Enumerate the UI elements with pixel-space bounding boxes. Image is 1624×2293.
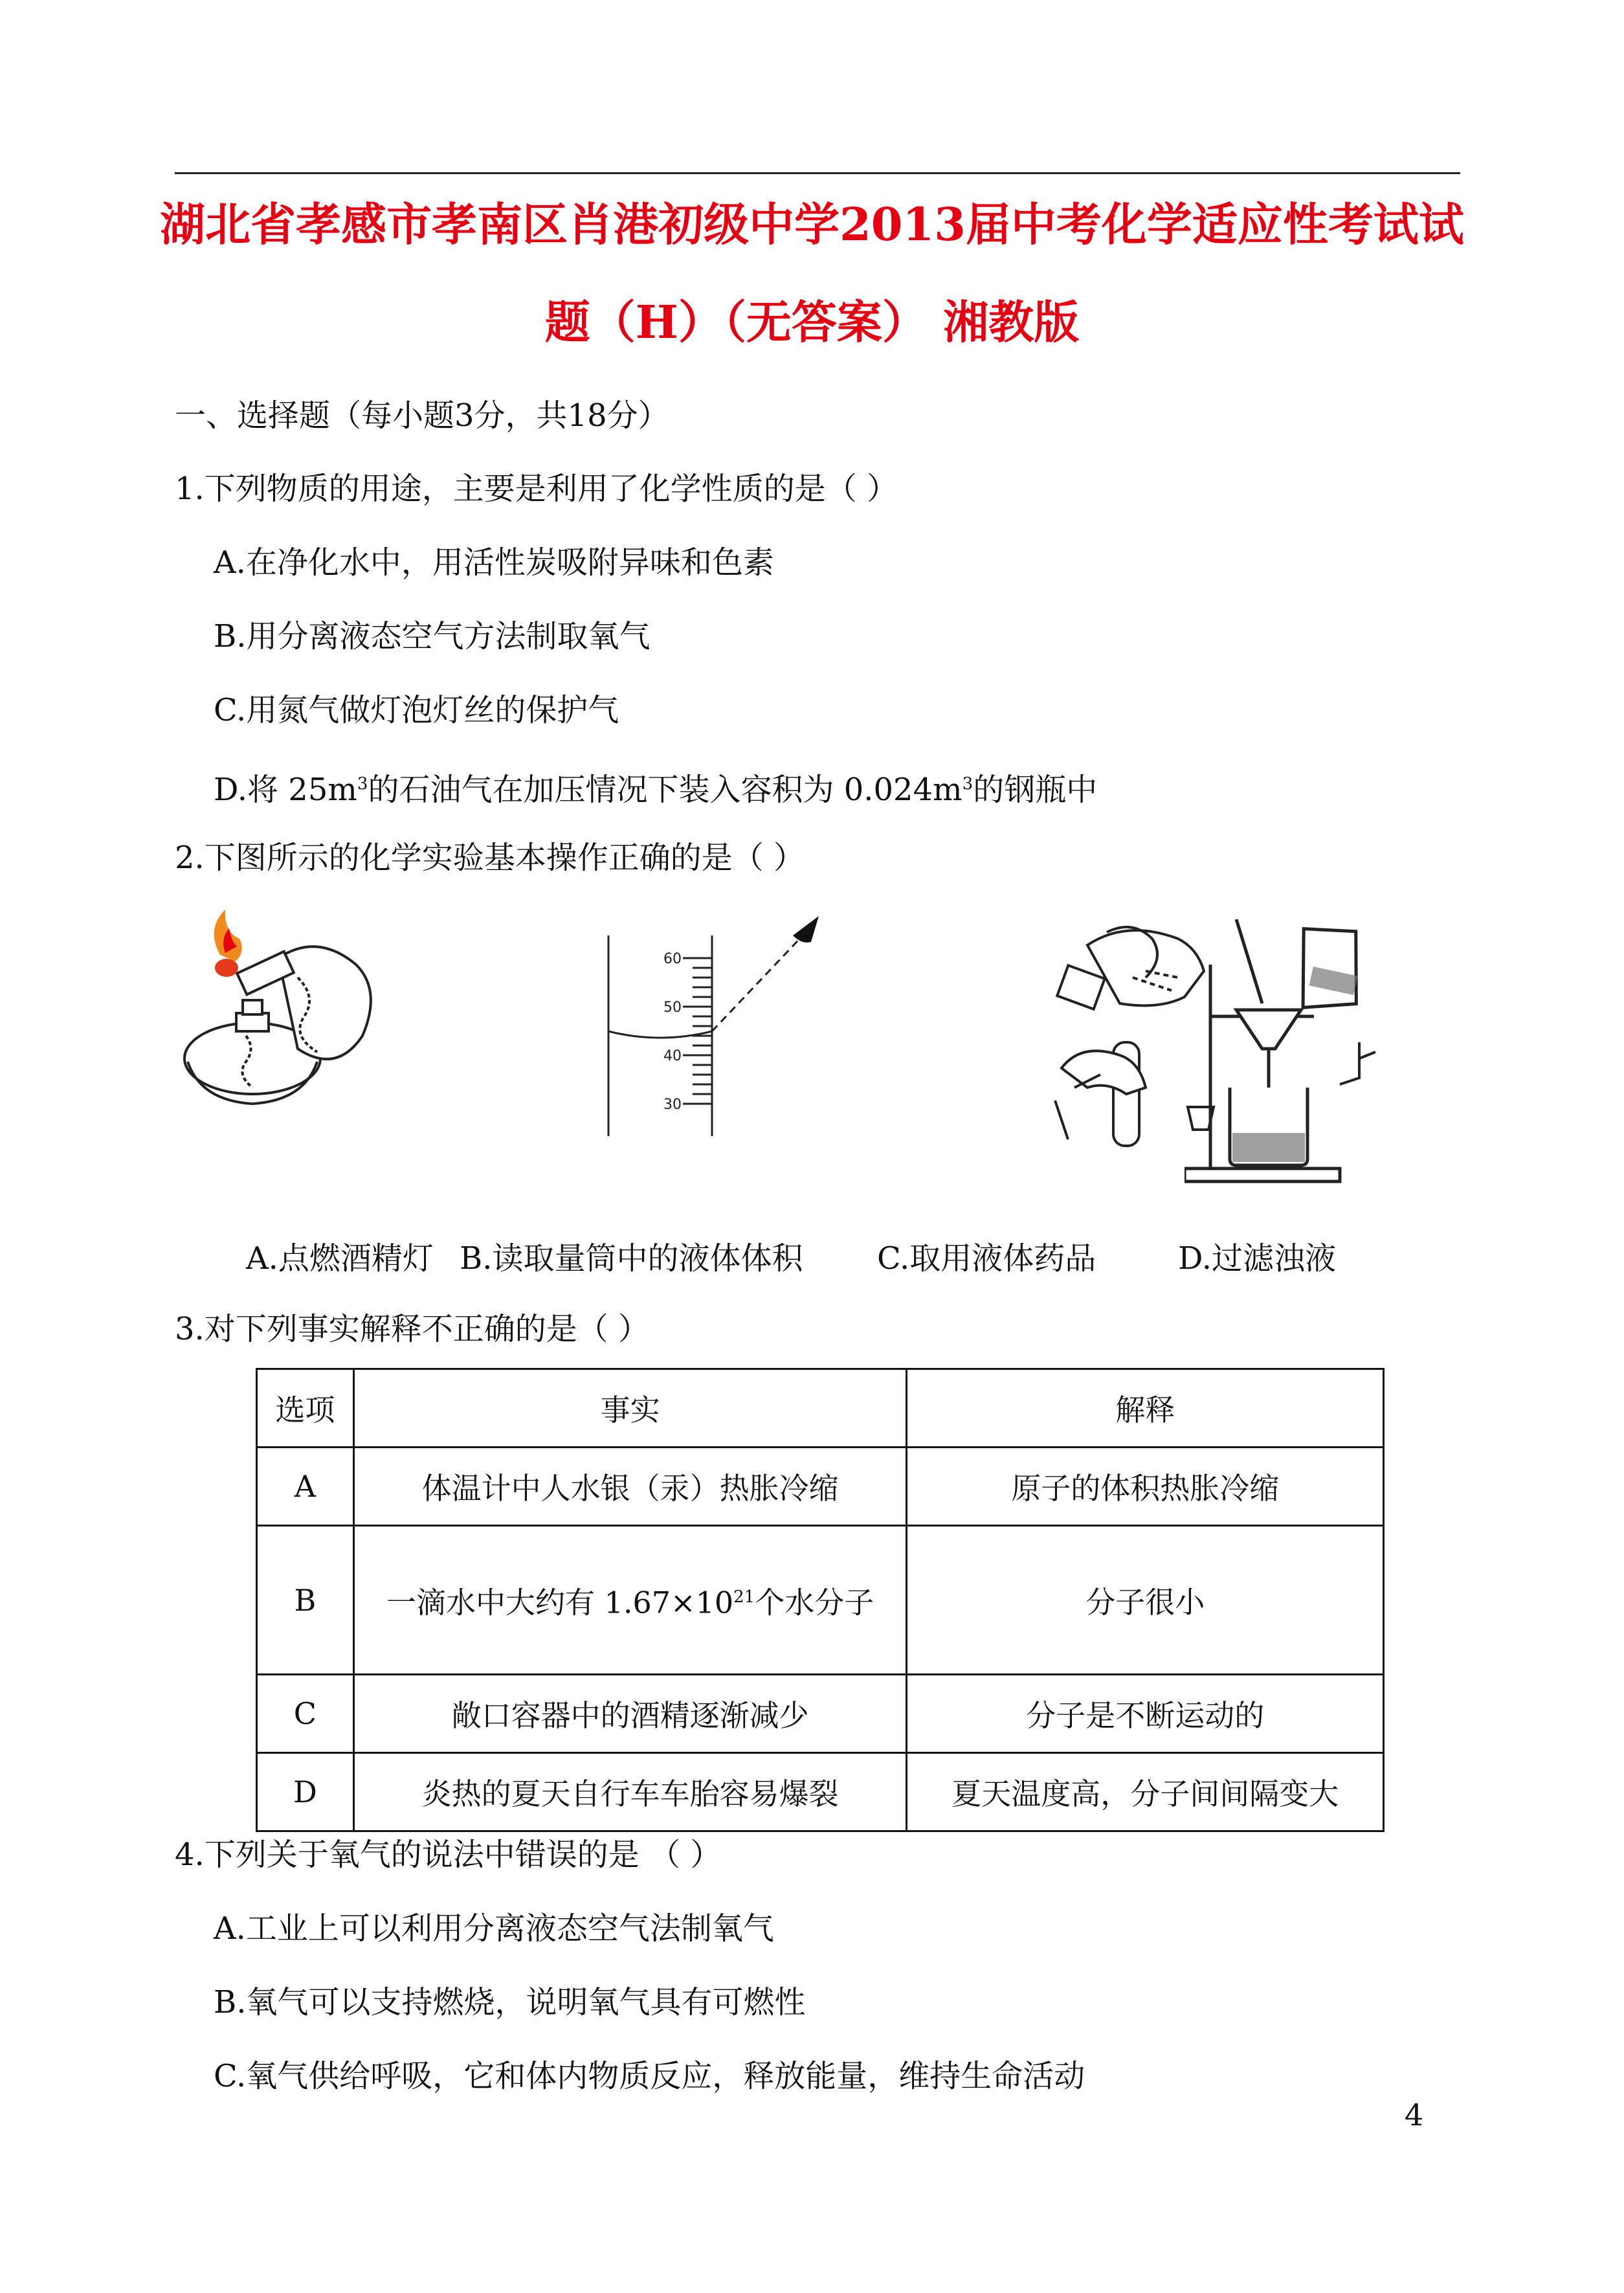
table-cell-option: C xyxy=(257,1675,354,1753)
table-cell-explanation: 夏天温度高，分子间间隔变大 xyxy=(907,1753,1384,1831)
cylinder-tick-label: 50 xyxy=(663,1000,682,1016)
document-title-line1: 湖北省孝感市孝南区肖港初级中学2013届中考化学适应性考试试 xyxy=(160,197,1464,251)
table-header: 解释 xyxy=(907,1369,1384,1448)
q1-option-d xyxy=(214,765,1097,809)
q1-option-d-sup1: 3 xyxy=(357,774,368,794)
q1-option-b: B.用分离液态空气方法制取氧气 xyxy=(214,618,651,654)
q1-stem: 1.下列物质的用途，主要是利用了化学性质的是（ ） xyxy=(175,471,898,507)
q2-stem: 2.下图所示的化学实验基本操作正确的是（ ） xyxy=(175,840,805,876)
table-row xyxy=(257,1448,1384,1526)
filtrate-liquid xyxy=(1232,1133,1305,1162)
table-header-row xyxy=(257,1369,1384,1448)
figure-alcohol-lamp xyxy=(175,906,382,1126)
table-cell-fact: 敞口容器中的酒精逐渐减少 xyxy=(353,1675,907,1753)
table-header: 事实 xyxy=(353,1369,907,1448)
q1-option-d-mid: 的石油气在加压情况下装入容积为 0.024m xyxy=(368,772,962,808)
facts-table xyxy=(256,1368,1385,1832)
fact-text-sup: 21 xyxy=(733,1587,755,1607)
cylinder-tick-label: 60 xyxy=(663,951,682,967)
document-title-line2: 题（H）（无答案） 湘教版 xyxy=(544,295,1080,349)
table-cell-fact: 体温计中人水银（汞）热胀冷缩 xyxy=(353,1448,907,1526)
table-cell-option: B xyxy=(257,1526,354,1675)
q2-caption-d: D.过滤浊液 xyxy=(1178,1240,1337,1277)
section-heading: 一、选择题（每小题3分，共18分） xyxy=(175,397,669,434)
q2-caption-a: A.点燃酒精灯 xyxy=(246,1240,434,1277)
q1-option-d-post: 的钢瓶中 xyxy=(973,772,1098,808)
table-cell-fact: 炎热的夏天自行车车胎容易爆裂 xyxy=(353,1753,907,1831)
table-row xyxy=(257,1675,1384,1753)
q1-option-d-pre: D.将 25m xyxy=(214,772,357,808)
table-cell-explanation: 分子是不断运动的 xyxy=(907,1675,1384,1753)
figure-filtration xyxy=(1185,919,1392,1191)
figure-graduated-cylinder xyxy=(599,897,871,1143)
q1-option-d-sup2: 3 xyxy=(962,774,973,794)
fact-text-pre: 一滴水中大约有 1.67×10 xyxy=(386,1585,734,1620)
table-cell-fact xyxy=(353,1526,907,1675)
table-row xyxy=(257,1526,1384,1675)
q1-option-a: A.在净化水中，用活性炭吸附异味和色素 xyxy=(214,544,774,581)
fact-text-post: 个水分子 xyxy=(755,1585,874,1620)
cylinder-tick-label: 40 xyxy=(663,1048,682,1064)
q1-option-c: C.用氮气做灯泡灯丝的保护气 xyxy=(214,692,619,728)
table-cell-option: A xyxy=(257,1448,354,1526)
q4-stem: 4.下列关于氧气的说法中错误的是 （ ） xyxy=(175,1837,722,1873)
q4-option-b: B.氧气可以支持燃烧，说明氧气具有可燃性 xyxy=(214,1984,806,2020)
q4-option-a: A.工业上可以利用分离液态空气法制氧气 xyxy=(214,1910,774,1947)
cylinder-tick-label: 30 xyxy=(663,1097,682,1113)
table-header: 选项 xyxy=(257,1369,354,1448)
q3-stem: 3.对下列事实解释不正确的是（ ） xyxy=(175,1311,650,1347)
page-number: 4 xyxy=(1405,2097,1424,2132)
header-rule xyxy=(175,172,1460,174)
table-cell-option: D xyxy=(257,1753,354,1831)
table-cell-explanation: 分子很小 xyxy=(907,1526,1384,1675)
table-cell-explanation: 原子的体积热胀冷缩 xyxy=(907,1448,1384,1526)
q4-option-c: C.氧气供给呼吸，它和体内物质反应，释放能量，维持生命活动 xyxy=(214,2058,1085,2094)
q2-caption-b: B.读取量筒中的液体体积 xyxy=(460,1240,803,1277)
table-row xyxy=(257,1753,1384,1831)
q2-caption-c: C.取用液体药品 xyxy=(877,1240,1096,1277)
